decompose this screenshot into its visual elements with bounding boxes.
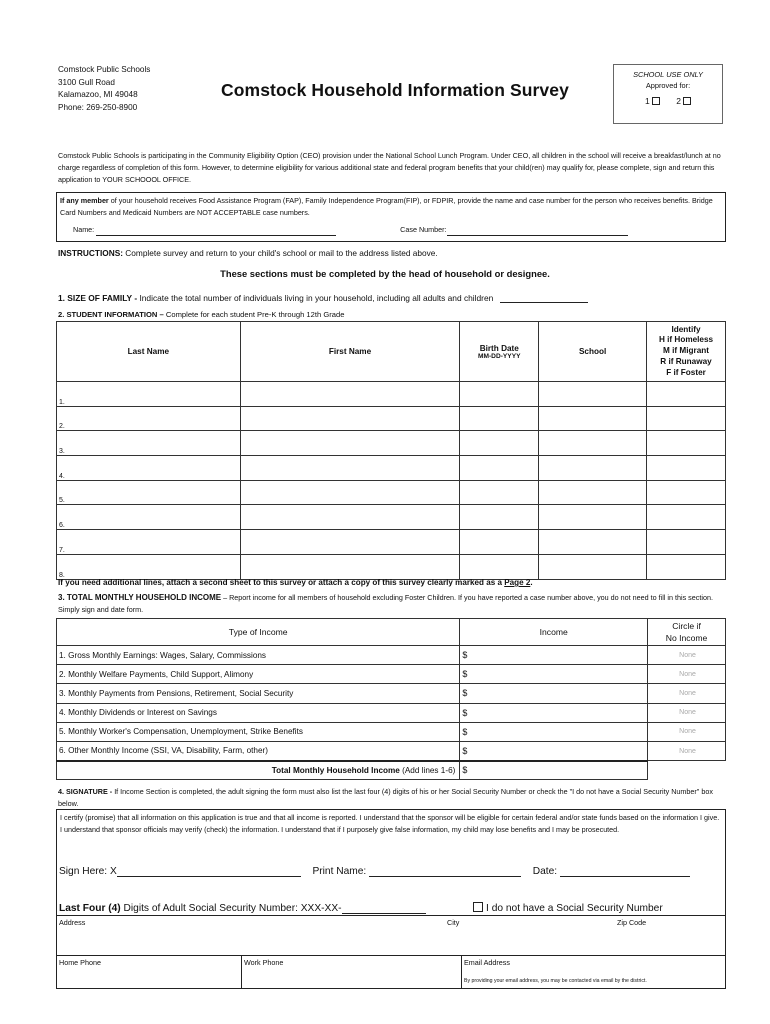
income-amount[interactable]: $ (460, 722, 648, 741)
birth-date-cell[interactable] (460, 382, 539, 407)
zip-label: Zip Code (617, 918, 647, 927)
income-row (57, 665, 726, 684)
identify-cell[interactable] (647, 530, 726, 555)
student-info-text: Complete for each student Pre-K through 12th Grade (165, 310, 345, 319)
identify-cell[interactable] (647, 505, 726, 530)
identify-h: H (658, 335, 665, 345)
instructions-lead: INSTRUCTIONS: (58, 248, 123, 258)
size-of-family-lead: 1. SIZE OF FAMILY - (58, 293, 140, 303)
identify-m-text: if Migrant (669, 346, 709, 356)
last-name-cell[interactable]: 4. (57, 456, 241, 481)
ssn-row (59, 902, 663, 914)
identify-cell[interactable] (647, 554, 726, 579)
print-name-label: Print Name: (312, 866, 367, 877)
identify-r-text: if Runaway (666, 356, 712, 366)
page-title: Comstock Household Information Survey (221, 80, 569, 100)
first-name-cell[interactable] (240, 431, 460, 456)
income-amount[interactable]: $ (460, 665, 648, 684)
student-row (57, 406, 726, 431)
identify-title: Identify (671, 324, 701, 334)
birth-date-cell[interactable] (460, 431, 539, 456)
case-number-fields (60, 224, 722, 236)
col-identify (647, 322, 726, 382)
col-income: Income (460, 619, 648, 646)
school-cell[interactable] (539, 480, 647, 505)
ssn-text: Digits of Adult Social Security Number: XXX-XX- (120, 903, 342, 914)
total-income-label: Total Monthly Household Income (271, 765, 400, 775)
none-option[interactable]: None (648, 741, 726, 760)
income-total-row (57, 761, 726, 780)
ceo-intro: Comstock Public Schools is participating in the Community Eligibility Option (CEO) provision under the National School Lunch Program. Under CEO, all children in the school will receive a breakfast/lunch at no charge regardless of completion of this form. However, to determine eligibility for various additional state and federal program benefits that your child(ren) may qualify for, please complete, sign and return this application to YOUR SCHOOOL OFFICE. (58, 151, 721, 185)
school-use-box (613, 64, 723, 124)
none-option[interactable]: None (648, 684, 726, 703)
work-phone-label: Work Phone (244, 958, 284, 967)
additional-lines-text: If you need additional lines, attach a second sheet to this survey or attach a copy of this survey clearly marked as a (58, 578, 505, 587)
birth-date-format: MM-DD-YYYY (478, 352, 521, 360)
identify-cell[interactable] (647, 456, 726, 481)
first-name-cell[interactable] (240, 554, 460, 579)
signature-text: If Income Section is completed, the adult signing the form must also list the last four (4) digits of his or her Social Security Number or check the "I do not have a Social Security Number" box below. (58, 787, 713, 808)
school-use-heading: SCHOOL USE ONLY (633, 70, 703, 79)
none-option[interactable]: None (648, 665, 726, 684)
option-1-checkbox[interactable] (652, 97, 660, 105)
income-row (57, 646, 726, 665)
student-row (57, 480, 726, 505)
col-school: School (539, 322, 647, 382)
none-option[interactable]: None (648, 703, 726, 722)
phone-email-row (57, 955, 725, 989)
address-line: Kalamazoo, MI 49048 (58, 90, 138, 100)
school-cell[interactable] (539, 406, 647, 431)
date-input[interactable] (560, 866, 690, 877)
address-label: Address (59, 918, 86, 927)
income-heading (58, 592, 730, 616)
case-number-lead: If any member (60, 196, 109, 205)
name-input[interactable] (96, 227, 336, 236)
last-name-cell[interactable]: 1. (57, 382, 241, 407)
income-row (57, 722, 726, 741)
circle-if-label: Circle if (672, 621, 701, 631)
student-row (57, 431, 726, 456)
ssn-lead: Last Four (4) (59, 903, 121, 914)
first-name-cell[interactable] (240, 530, 460, 555)
student-info-lead: 2. STUDENT INFORMATION – (58, 310, 166, 319)
income-table (56, 618, 726, 780)
identify-cell[interactable] (647, 382, 726, 407)
income-row (57, 684, 726, 703)
identify-f: F (666, 367, 672, 377)
last-name-cell[interactable]: 2. (57, 406, 241, 431)
student-table-header (57, 322, 726, 382)
additional-lines-end: . (530, 578, 533, 587)
case-number-box (56, 192, 726, 242)
col-last-name: Last Name (57, 322, 241, 382)
identify-h-text: if Homeless (664, 335, 714, 345)
no-ssn-label: I do not have a Social Security Number (486, 903, 663, 914)
col-birth-date (460, 322, 539, 382)
last-name-cell[interactable]: 5. (57, 480, 241, 505)
last-name-cell[interactable]: 8. (57, 554, 241, 579)
signature-input[interactable] (117, 866, 301, 877)
option-2-label: 2 (676, 96, 681, 106)
student-table (56, 321, 726, 580)
col-no-income (648, 619, 726, 646)
income-amount[interactable]: $ (460, 646, 648, 665)
ssn-input[interactable] (342, 903, 426, 914)
identify-r: R (660, 356, 667, 366)
income-type: 4. Monthly Dividends or Interest on Savings (57, 703, 460, 722)
income-text: – Report income for all members of household excluding Foster Children. If you have reported a case number above, you do not need to fill in this section. Simply sign and date form. (58, 593, 713, 614)
income-lead: 3. TOTAL MONTHLY HOUSEHOLD INCOME (58, 593, 222, 602)
instructions-text: Complete survey and return to your child's school or mail to the address listed above. (123, 248, 438, 258)
income-amount[interactable]: $ (460, 703, 648, 722)
birth-date-cell[interactable] (460, 554, 539, 579)
school-cell[interactable] (539, 554, 647, 579)
approved-options (614, 96, 722, 107)
school-cell[interactable] (539, 505, 647, 530)
income-amount[interactable]: $ (460, 684, 648, 703)
name-label: Name: (73, 225, 95, 234)
school-address (58, 64, 150, 114)
address-row (57, 915, 725, 955)
address-line: Phone: 269-250-8900 (58, 102, 138, 112)
certify-statement: I certify (promise) that all information on this application is true and that all income is reported. I understand that the sponsor will be eligible for certain federal and/or state funds based on the information I give. I understand that sponsor officials may verify (check) the information. I understand that if I purposely give false information, my child may lose benefits and I may be prosecuted. (60, 813, 720, 834)
additional-lines-note (58, 578, 533, 587)
income-type: 5. Monthly Worker's Compensation, Unemployment, Strike Benefits (57, 722, 460, 741)
identify-cell[interactable] (647, 431, 726, 456)
income-amount[interactable]: $ (460, 741, 648, 760)
birth-date-cell[interactable] (460, 406, 539, 431)
identify-cell[interactable] (647, 406, 726, 431)
birth-date-cell[interactable] (460, 530, 539, 555)
identify-m: M (663, 346, 670, 356)
first-name-cell[interactable] (240, 406, 460, 431)
address-line: 3100 Gull Road (58, 77, 115, 87)
school-cell[interactable] (539, 530, 647, 555)
school-cell[interactable] (539, 431, 647, 456)
case-number-text: of your household receives Food Assistance Program (FAP), Family Independence Program(FIP), or FDPIR, provide the name and case number for the person who receives benefits. Bridge Card Numbers and Medicaid Numbers are NOT ACCEPTABLE case numbers. (60, 196, 713, 217)
date-label: Date: (532, 866, 558, 877)
none-option[interactable]: None (648, 722, 726, 741)
must-complete-note: These sections must be completed by the head of household or designee. (220, 268, 550, 279)
birth-date-cell[interactable] (460, 505, 539, 530)
instructions (58, 248, 438, 258)
approved-for-label: Approved for: (645, 81, 691, 90)
none-option[interactable]: None (648, 646, 726, 665)
address-line: Comstock Public Schools (58, 65, 151, 74)
col-first-name: First Name (240, 322, 460, 382)
email-note: By providing your email address, you may be contacted via email by the district. (464, 978, 647, 984)
school-cell[interactable] (539, 382, 647, 407)
option-2-checkbox[interactable] (683, 97, 691, 105)
total-label-cell (57, 761, 460, 780)
size-of-family-text: Indicate the total number of individuals living in your household, including all adults and children (139, 293, 494, 303)
last-name-cell[interactable]: 7. (57, 530, 241, 555)
no-income-label: No Income (665, 633, 708, 643)
option-1-label: 1 (645, 96, 650, 106)
print-name-input[interactable] (369, 866, 521, 877)
income-type: 2. Monthly Welfare Payments, Child Support, Alimony (57, 665, 460, 684)
student-info-heading (58, 310, 344, 319)
signature-row (59, 866, 690, 877)
first-name-cell[interactable] (240, 480, 460, 505)
total-blank (648, 761, 726, 780)
birth-date-cell[interactable] (460, 456, 539, 481)
birth-date-label: Birth Date (479, 343, 519, 353)
first-name-cell[interactable] (240, 505, 460, 530)
signature-lead: 4. SIGNATURE - (58, 787, 115, 796)
case-number-label: Case Number: (400, 225, 447, 234)
no-ssn-checkbox[interactable] (473, 902, 483, 912)
family-size-input[interactable] (500, 294, 588, 303)
income-table-header (57, 619, 726, 646)
total-income-amount[interactable]: $ (460, 761, 648, 780)
birth-date-cell[interactable] (460, 480, 539, 505)
sign-here-label: Sign Here: X (59, 866, 117, 877)
size-of-family (58, 293, 588, 303)
case-number-input[interactable] (447, 227, 628, 236)
student-row (57, 530, 726, 555)
col-type-of-income: Type of Income (57, 619, 460, 646)
income-type: 3. Monthly Payments from Pensions, Retirement, Social Security (57, 684, 460, 703)
student-row (57, 505, 726, 530)
case-number-instructions (60, 195, 722, 218)
identify-f-text: if Foster (671, 367, 706, 377)
first-name-cell[interactable] (240, 456, 460, 481)
student-row (57, 554, 726, 579)
signature-heading (58, 786, 730, 810)
last-name-cell[interactable]: 6. (57, 505, 241, 530)
total-income-note: (Add lines 1-6) (399, 765, 456, 775)
page-2-link: Page 2 (504, 578, 531, 587)
student-row (57, 456, 726, 481)
income-row (57, 741, 726, 760)
income-type: 1. Gross Monthly Earnings: Wages, Salary, Commissions (57, 646, 460, 665)
school-cell[interactable] (539, 456, 647, 481)
income-row (57, 703, 726, 722)
home-phone-label: Home Phone (59, 958, 101, 967)
income-type: 6. Other Monthly Income (SSI, VA, Disability, Farm, other) (57, 741, 460, 760)
signature-box (56, 809, 726, 989)
city-label: City (447, 918, 460, 927)
first-name-cell[interactable] (240, 382, 460, 407)
student-row (57, 382, 726, 407)
email-label: Email Address (464, 958, 510, 967)
identify-cell[interactable] (647, 480, 726, 505)
last-name-cell[interactable]: 3. (57, 431, 241, 456)
